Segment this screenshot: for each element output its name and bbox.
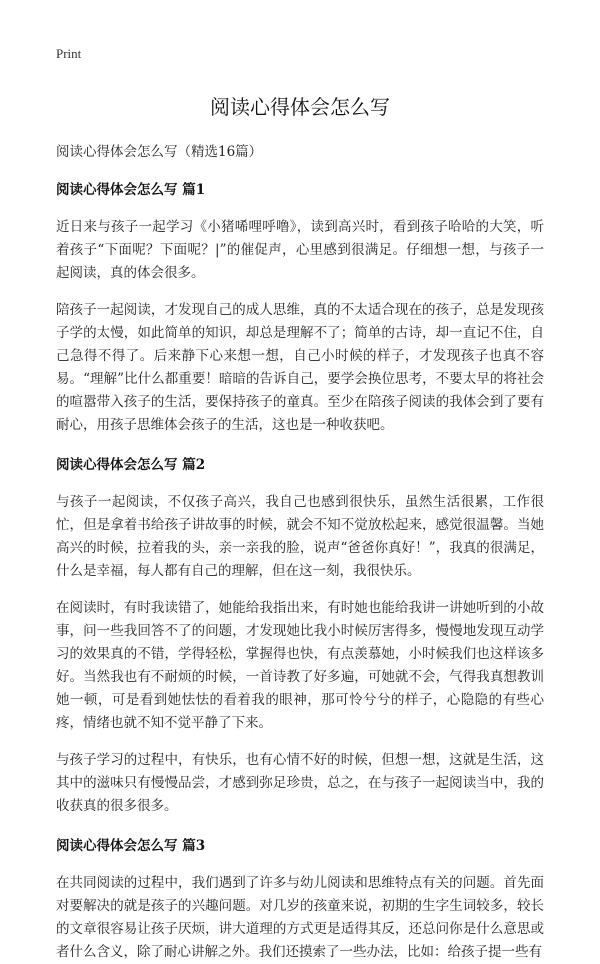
paragraph: 在共同阅读的过程中，我们遇到了许多与幼儿阅读和思维特点有关的问题。首先面对要解决的就是孩子的兴趣问题。对几岁的孩童来说，初期的生字生词较多，较长的文章很容易让孩子厌烦，讲大道理的方式更是适得其反，还总问你是什么意思或者什么含义，除了耐心讲解之外。我们还摸索了一些办法，比如：给孩子提一些有 [56,875,544,960]
paragraph: 与孩子学习的过程中，有快乐，也有心情不好的时候，但想一想，这就是生活，这其中的滋味只有慢慢品尝，才感到弥足珍贵，总之，在与孩子一起阅读当中，我的收获真的很多很多。 [56,752,544,814]
paragraph: 与孩子一起阅读，不仅孩子高兴，我自己也感到很快乐，虽然生活很累，工作很忙，但是拿着书给孩子讲故事的时候，就会不知不觉放松起来，感觉很温馨。当她高兴的时候，拉着我的头，亲一亲我的脸，说声“爸爸你真好！”，我真的很满足，什么是幸福，每人都有自己的理解，但在这一刻，我很快乐。 [56,494,544,579]
section-3 [56,836,544,964]
section-2 [56,455,544,818]
page-title: 阅读心得体会怎么写 [210,95,390,119]
print-label: Print [56,46,82,61]
document-subtitle: 阅读心得体会怎么写（精选16篇） [56,144,263,160]
paragraph: 近日来与孩子一起学习《小猪唏哩呼噜》，读到高兴时，看到孩子哈哈的大笑，听着孩子“下面呢？下面呢？|”的催促声，心里感到很满足。仔细想一想，与孩子一起阅读，真的体会很多。 [56,219,544,281]
section-heading: 阅读心得体会怎么写 篇3 [56,838,206,854]
paragraph: 在阅读时，有时我读错了，她能给我指出来，有时她也能给我讲一讲她听到的小故事，问一些我回答不了的问题，才发现她比我小时候厉害得多，慢慢地发现互动学习的效果真的不错，学得轻松，掌握得也快，有点羡慕她，小时候我们也这样该多好。当然我也有不耐烦的时候，一首诗教了好多遍，可她就不会，气得我真想教训她一顿，可是看到她怯怯的看着我的眼神，那可怜兮兮的样子，心隐隐的有些心疼，情绪也就不知不觉平静了下来。 [56,600,544,731]
section-heading: 阅读心得体会怎么写 篇2 [56,457,206,473]
section-heading: 阅读心得体会怎么写 篇1 [56,182,206,198]
section-1 [56,180,544,437]
paragraph: 陪孩子一起阅读，才发现自己的成人思维，真的不太适合现在的孩子，总是发现孩子学的太慢，如此简单的知识，却总是理解不了；简单的古诗，却一直记不住，自己急得不得了。后来静下心来想一想，自己小时候的样子，才发现孩子也真不容易。“理解”比什么都重要！暗暗的告诉自己，要学会换位思考，不要太早的将社会的喧嚣带入孩子的生活，要保持孩子的童真。至少在陪孩子阅读的我体会到了要有耐心，用孩子思维体会孩子的生活，这也是一种收获吧。 [56,302,544,433]
